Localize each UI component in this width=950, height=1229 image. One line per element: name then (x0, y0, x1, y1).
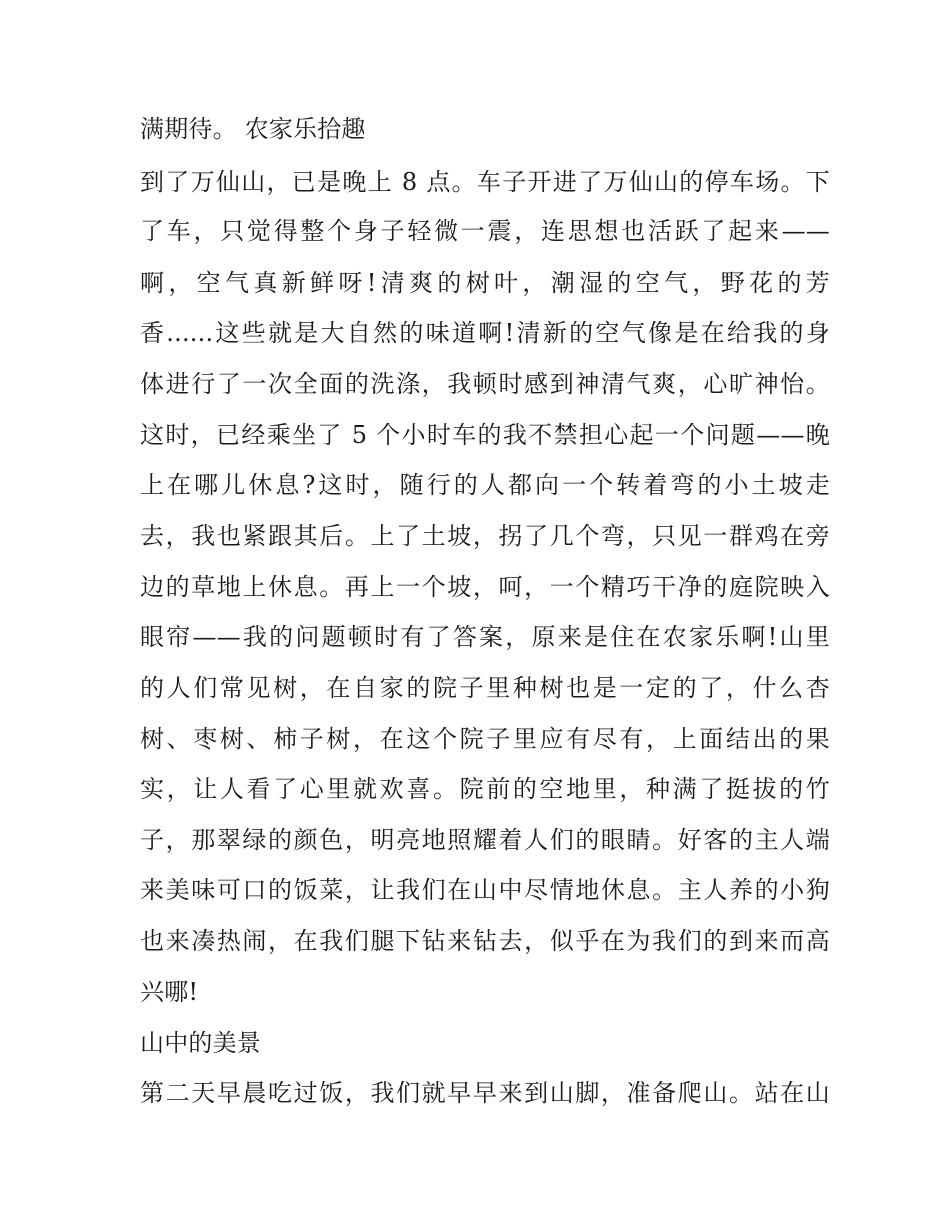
text-line: 这时，已经乘坐了 5 个小时车的我不禁担心起一个问题——晚 (140, 421, 830, 449)
text-line: 的人们常见树，在自家的院子里种树也是一定的了，什么杏 (140, 674, 830, 702)
text-line: 树、枣树、柿子树，在这个院子里应有尽有，上面结出的果 (140, 725, 830, 753)
text-line: 来美味可口的饭菜，让我们在山中尽情地休息。主人养的小狗 (140, 876, 830, 904)
text-line: 也来凑热闹，在我们腿下钻来钻去，似乎在为我们的到来而高 (140, 927, 830, 955)
text-line: 第二天早晨吃过饭，我们就早早来到山脚，准备爬山。站在山 (140, 1079, 830, 1107)
text-line: 体进行了一次全面的洗涤，我顿时感到神清气爽，心旷神怡。 (140, 370, 830, 398)
text-line: 实，让人看了心里就欢喜。院前的空地里，种满了挺拔的竹 (140, 775, 830, 803)
text-line: 边的草地上休息。再上一个坡，呵，一个精巧干净的庭院映入 (140, 573, 830, 601)
text-line: 啊，空气真新鲜呀!清爽的树叶，潮湿的空气，野花的芳 (140, 269, 830, 297)
text-line: 了车，只觉得整个身子轻微一震，连思想也活跃了起来—— (140, 217, 830, 245)
text-line: 香......这些就是大自然的味道啊!清新的空气像是在给我的身 (140, 319, 830, 347)
text-line-heading-farmstay: 满期待。 农家乐拾趣 (140, 115, 366, 143)
text-line: 眼帘——我的问题顿时有了答案，原来是住在农家乐啊!山里 (140, 623, 830, 651)
text-line: 上在哪儿休息?这时，随行的人都向一个转着弯的小土坡走 (140, 471, 830, 499)
text-line: 子，那翠绿的颜色，明亮地照耀着人们的眼睛。好客的主人端 (140, 826, 830, 854)
text-line-heading-mountain-scenery: 山中的美景 (140, 1029, 261, 1057)
text-line: 去，我也紧跟其后。上了土坡，拐了几个弯，只见一群鸡在旁 (140, 522, 830, 550)
text-line: 兴哪! (140, 978, 199, 1006)
text-line: 到了万仙山，已是晚上 8 点。车子开进了万仙山的停车场。下 (140, 168, 830, 196)
